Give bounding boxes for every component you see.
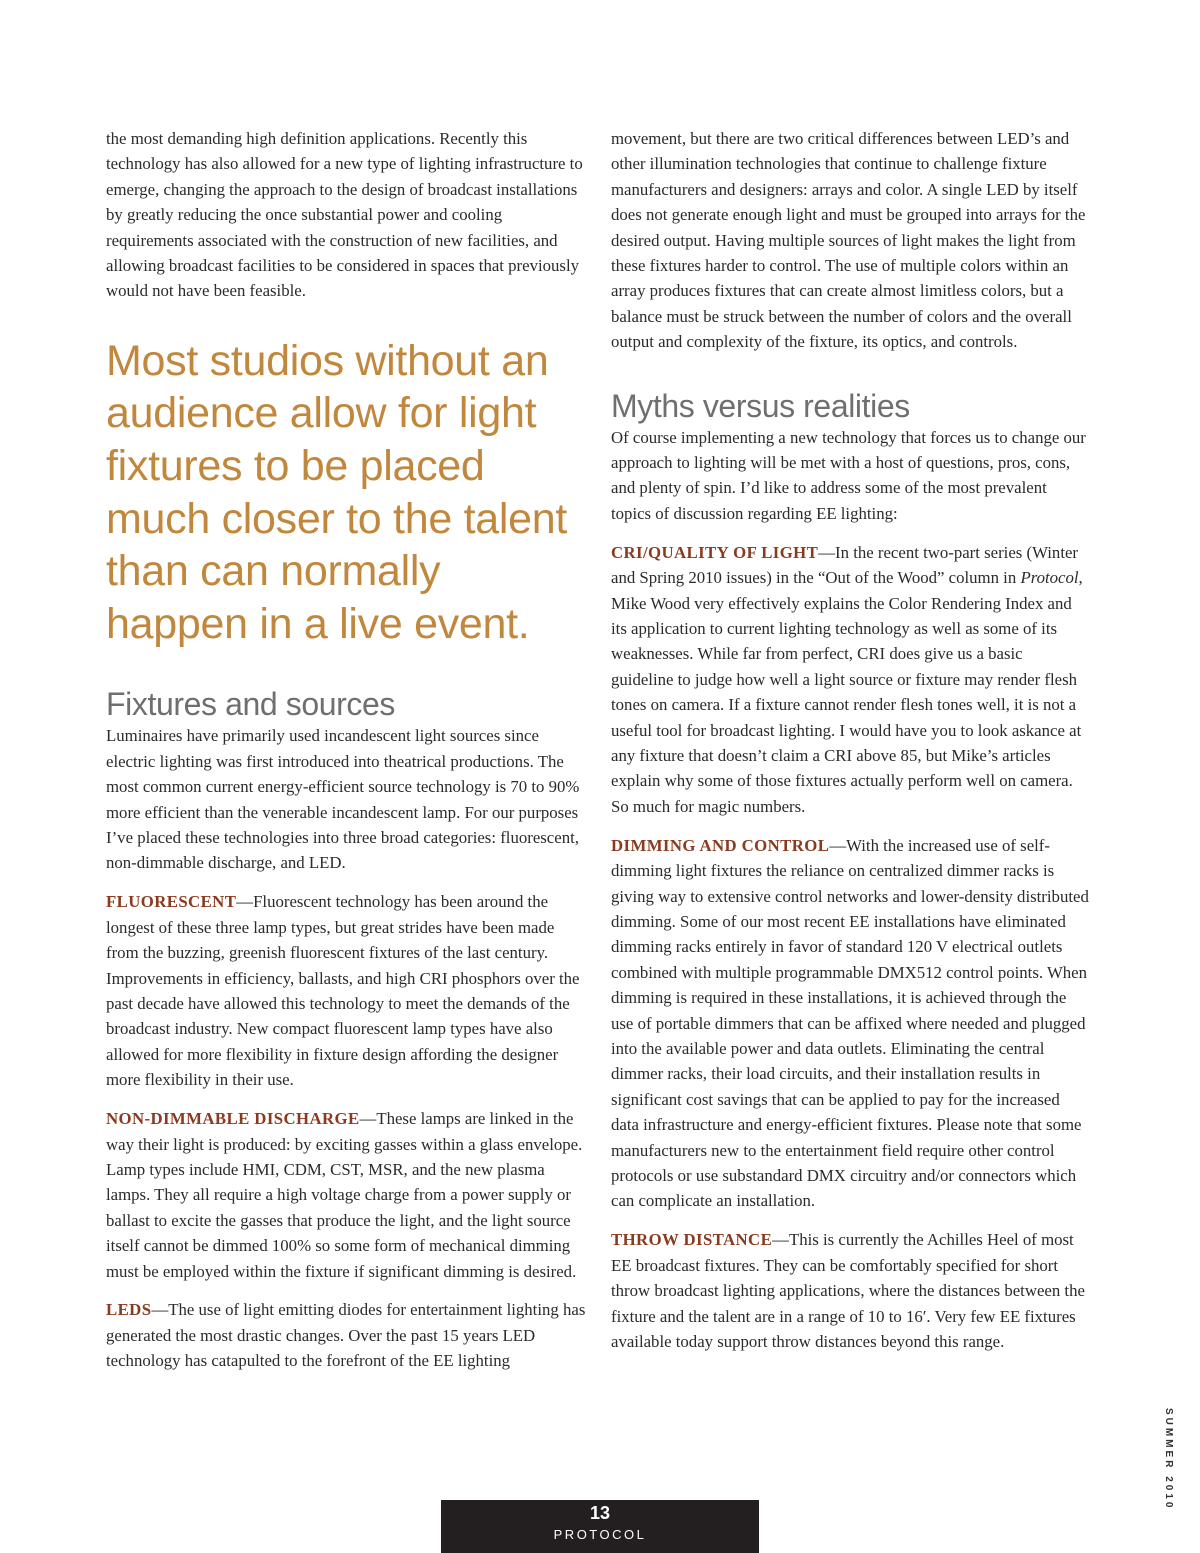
dimming-body: —With the increased use of self-dimming light fixtures the reliance on centralized dimmer racks is giving way to extensive control networks and lower-density distributed dimming. Some of our most recent EE installations have eliminated dimming racks entirely in favor of standard 120 V electrical outlets combined with multiple programmable DMX512 control points. When dimming is required in these installations, it is achieved through the use of portable dimmers that can be affixed where needed and plugged into the available power and data outlets. Eliminating the central dimmer racks, their load circuits, and their installation results in significant cost savings that can be applied to pay for the increased data infrastructure and energy-efficient fixtures. Please note that some manufacturers new to the entertainment field require other control protocols or use substandard DMX circuitry and/or connectors which can complicate an installation. xyxy=(611,835,1089,1211)
myths-paragraph: Of course implementing a new technology that forces us to change our approach to lighting will be met with a host of questions, pros, cons, and plenty of spin. I’d like to address some of the most prevalent topics of discussion regarding EE lighting: xyxy=(611,427,1086,523)
discharge-paragraph xyxy=(106,1106,586,1284)
throw-body: —This is currently the Achilles Heel of most EE broadcast fixtures. They can be comfortably specified for short throw broadcast lighting applications, where the distances between the fixture and the talent are in a range of 10 to 16′. Very few EE fixtures available today support throw distances beyond this range. xyxy=(611,1230,1085,1351)
dimming-lead: DIMMING AND CONTROL xyxy=(611,835,830,855)
left-column xyxy=(106,126,586,1387)
magazine-name: PROTOCOL xyxy=(553,1527,647,1542)
section-heading-fixtures: Fixtures and sources xyxy=(106,686,396,723)
fluorescent-paragraph xyxy=(106,889,586,1092)
cri-lead: CRI/QUALITY OF LIGHT xyxy=(611,542,819,562)
protocol-italic: Protocol xyxy=(1020,568,1079,588)
continuation-paragraph: movement, but there are two critical differences between LED’s and other illumination technologies that continue to challenge fixture manufacturers and designers: arrays and color. A single LED by itself does not generate enough light and must be grouped into arrays for the desired output. Having multiple sources of light makes the light from these fixtures harder to control. The use of multiple colors within an array produces fixtures that can create almost limitless colors, but a balance must be struck between the number of colors and the overall output and complexity of the fixture, its optics, and controls. xyxy=(611,129,1086,352)
cri-body-start: —In the recent two-part series (Winter and Spring 2010 issues) in the “Out of the Wood” column in xyxy=(611,542,1079,588)
sources-paragraph: Luminaires have primarily used incandescent light sources since electric lighting was first introduced into theatrical productions. The most common current energy-efficient source technology is 70 to 90% more efficient than the venerable incandescent lamp. For our purposes I’ve placed these technologies into three broad categories: fluorescent, non-dimmable discharge, and LED. xyxy=(106,726,580,873)
cri-paragraph xyxy=(611,540,1089,819)
throw-lead: THROW DISTANCE xyxy=(611,1230,773,1250)
leds-paragraph xyxy=(106,1297,586,1373)
pull-quote: Most studios without an audience allow for light fixtures to be placed much closer to the talent than can normally happen in a live event. xyxy=(106,336,567,648)
intro-paragraph: the most demanding high definition applications. Recently this technology has also allowed for a new type of lighting infrastructure to emerge, changing the approach to the design of broadcast installations by greatly reducing the once substantial power and cooling requirements associated with the construction of new facilities, and allowing broadcast facilities to be considered in spaces that previously would not have been feasible. xyxy=(106,129,583,301)
page-number: 13 xyxy=(589,1503,611,1523)
leds-lead: LEDS xyxy=(106,1300,152,1320)
discharge-lead: NON-DIMMABLE DISCHARGE xyxy=(106,1109,360,1129)
issue-label: SUMMER 2010 xyxy=(1163,1408,1174,1511)
section-heading-myths: Myths versus realities xyxy=(611,387,910,424)
throw-paragraph xyxy=(611,1227,1089,1354)
discharge-body: —These lamps are linked in the way their light is produced: by exciting gasses within a glass envelope. Lamp types include HMI, CDM, CST, MSR, and the new plasma lamps. They all require a high voltage charge from a power supply or ballast to excite the gasses that produce the light, and the light source itself cannot be dimmed 100% so some form of mechanical dimming must be employed within the fixture if significant dimming is desired. xyxy=(106,1109,583,1281)
fluorescent-lead: FLUORESCENT xyxy=(106,892,237,912)
dimming-paragraph xyxy=(611,833,1089,1214)
fluorescent-body: —Fluorescent technology has been around the longest of these three lamp types, but great strides have been made from the buzzing, greenish fluorescent fixtures of the last century. Improvements in efficiency, ballasts, and high CRI phosphors over the past decade have allowed this technology to meet the demands of the broadcast industry. New compact fluorescent lamp types have also allowed for more flexibility in fixture design affording the designer more flexibility in their use. xyxy=(106,892,580,1090)
leds-body: —The use of light emitting diodes for entertainment lighting has generated the most drastic changes. Over the past 15 years LED technology has catapulted to the forefront of the EE lighting xyxy=(106,1300,586,1371)
page-footer xyxy=(441,1500,759,1553)
cri-body-end: , Mike Wood very effectively explains the Color Rendering Index and its application to current lighting technology as well as some of its weaknesses. While far from perfect, CRI does give us a basic guideline to judge how well a light source or fixture may render flesh tones on camera. If a fixture cannot render flesh tones well, it is not a useful tool for broadcast lighting. I would have you to look askance at any fixture that doesn’t claim a CRI above 85, but Mike’s articles explain why some of those fixtures actually perform well on camera. So much for magic numbers. xyxy=(611,568,1083,816)
right-column xyxy=(611,126,1089,1368)
